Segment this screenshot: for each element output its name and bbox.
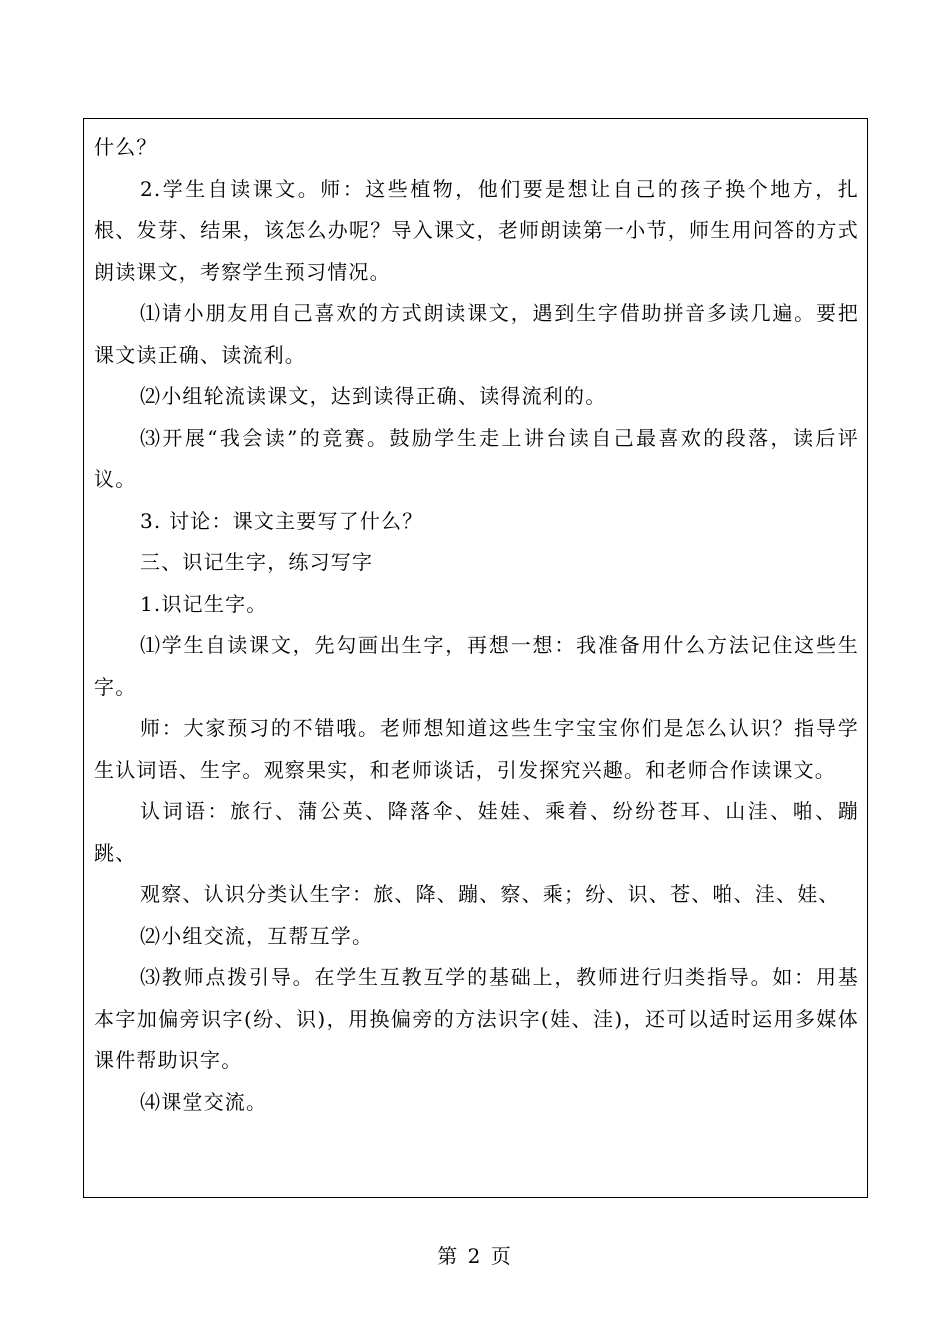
paragraph: ⑵小组轮流读课文，达到读得正确、读得流利的。 bbox=[140, 384, 607, 408]
paragraph: 认词语：旅行、蒲公英、降落伞、娃娃、乘着、纷纷苍耳、山洼、啪、蹦跳、 bbox=[94, 799, 859, 865]
paragraph: 观察、认识分类认生字：旅、降、蹦、察、乘；纷、识、苍、啪、洼、娃、 bbox=[140, 882, 840, 906]
paragraph: ⑶教师点拨引导。在学生互教互学的基础上，教师进行归类指导。如：用基本字加偏旁识字(纷、识)，用换偏旁的方法识字(娃、洼)，还可以适时运用多媒体课件帮助识字。 bbox=[94, 965, 859, 1072]
paragraph: ⑷课堂交流。 bbox=[140, 1089, 268, 1114]
paragraph: ⑶开展“我会读”的竞赛。鼓励学生走上讲台读自己最喜欢的段落，读后评议。 bbox=[94, 425, 859, 491]
paragraph: ⑵小组交流，互帮互学。 bbox=[140, 923, 374, 948]
lesson-content-box bbox=[83, 118, 868, 1198]
paragraph: 1.识记生字。 bbox=[140, 591, 268, 616]
paragraph: ⑴学生自读课文，先勾画出生字，再想一想：我准备用什么方法记住这些生字。 bbox=[94, 633, 859, 699]
paragraph: 师：大家预习的不错哦。老师想知道这些生字宝宝你们是怎么认识？指导学生认词语、生字。观察果实，和老师谈话，引发探究兴趣。和老师合作读课文。 bbox=[94, 716, 859, 782]
paragraph: 3. 讨论：课文主要写了什么？ bbox=[140, 508, 424, 533]
paragraph: 什么？ bbox=[94, 135, 158, 159]
paragraph: 2.学生自读课文。师：这些植物，他们要是想让自己的孩子换个地方，扎根、发芽、结果，该怎么办呢？导入课文，老师朗读第一小节，师生用问答的方式朗读课文，考察学生预习情况。 bbox=[94, 176, 859, 284]
page-number: 第 2 页 bbox=[437, 1244, 513, 1268]
paragraph: ⑴请小朋友用自己喜欢的方式朗读课文，遇到生字借助拼音多读几遍。要把课文读正确、读流利。 bbox=[94, 301, 859, 367]
section-heading: 三、识记生字，练习写字 bbox=[140, 550, 374, 574]
